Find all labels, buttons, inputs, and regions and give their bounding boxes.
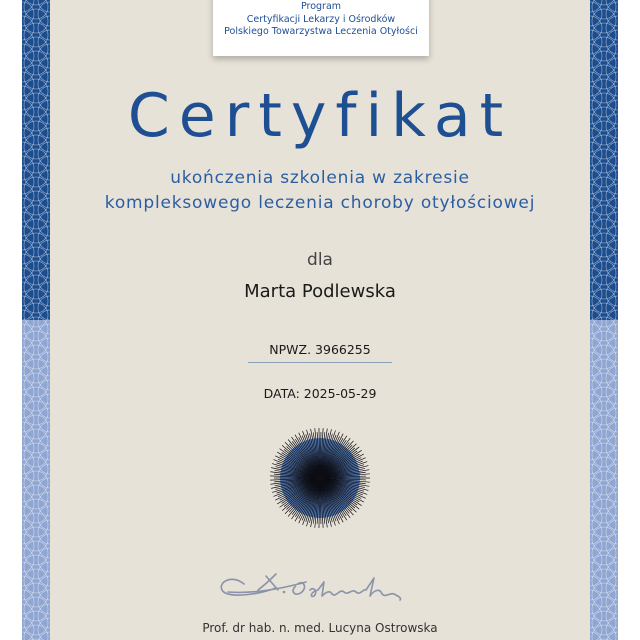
- certificate-title: Certyfikat: [127, 81, 513, 151]
- program-header: [213, 0, 429, 56]
- signer-name: Prof. dr hab. n. med. Lucyna Ostrowska: [202, 621, 438, 635]
- signature-image: [214, 568, 410, 604]
- starburst-seal-icon: [268, 426, 372, 530]
- subtitle-line-1: ukończenia szkolenia w zakresie: [170, 168, 470, 188]
- recipient-name: Marta Podlewska: [244, 281, 396, 302]
- npwz-number: NPWZ. 3966255: [248, 342, 392, 363]
- program-header-line-2: Certyfikacji Lekarzy i Ośrodków: [246, 13, 396, 25]
- program-header-line-3: Polskiego Towarzystwa Leczenia Otyłości: [224, 26, 418, 37]
- for-label: dla: [307, 250, 333, 270]
- subtitle-line-2: kompleksowego leczenia choroby otyłościowej: [104, 193, 536, 213]
- program-header-line-1: Program: [300, 1, 342, 12]
- certificate-date: DATA: 2025-05-29: [263, 386, 377, 401]
- certificate-subtitle: [0, 166, 640, 216]
